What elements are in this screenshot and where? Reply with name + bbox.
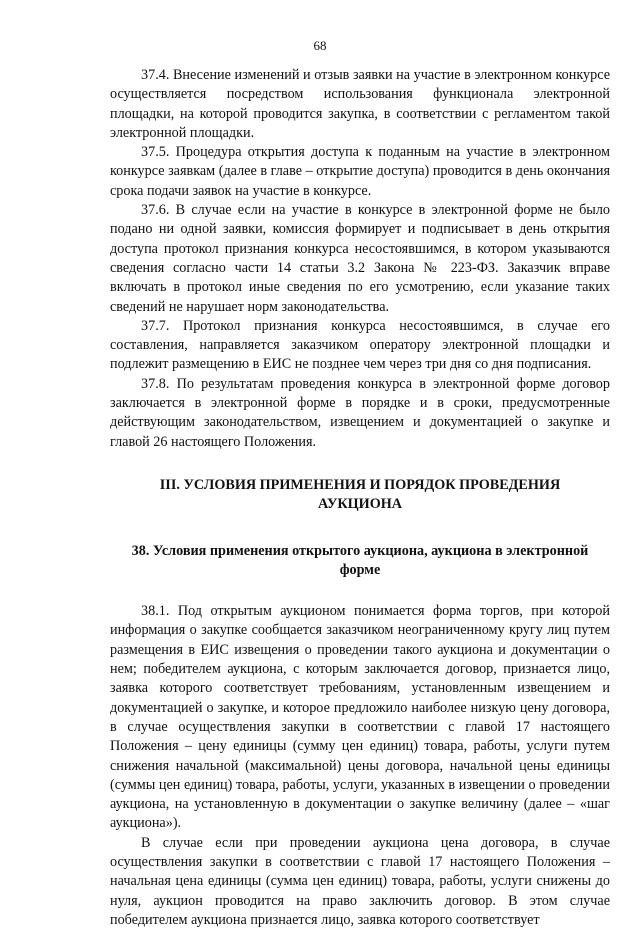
section-title <box>110 476 610 515</box>
subsection-title-line-1: 38. Условия применения открытого аукциона, аукциона в электронной <box>131 542 589 559</box>
spacer <box>110 580 610 602</box>
paragraph-37-6: 37.6. В случае если на участие в конкурсе в электронной форме не было подано ни одной заявки, комиссия формирует и подписывает в день открытия доступа протокол признания конкурса несостоявшимся, в котором указываются сведения согласно части 14 статьи 3.2 Закона № 223-ФЗ. Заказчик вправе включать в протокол иные сведения по его усмотрению, если указание таких сведений не нарушает норм законодательства. <box>110 202 610 315</box>
paragraph-38-1-continued: В случае если при проведении аукциона цена договора, в случае осуществления закупки в соответствии с главой 17 настоящего Положения – начальная цена единицы (сумма цен единиц) товара, работы, услуги снижены до нуля, аукцион проводится на право заключить договор. В этом случае победителем аукциона признается лицо, заявка которого соответствует <box>110 834 610 928</box>
subsection-title-line-2: форме <box>339 561 381 578</box>
paragraph-38-1: 38.1. Под открытым аукционом понимается форма торгов, при которой информация о закупке сообщается заказчиком неограниченному кругу лиц путем размещения в ЕИС извещения о проведении такого аукциона и документации о нем; победителем аукциона, с которым заключается договор, признается лицо, заявка которого соответствует требованиям, установленным извещением и документацией о закупке, и которое предложило наиболее низкую цену договора, в случае осуществления закупки в соответствии с главой 17 настоящего Положения – цену единицы (сумму цен единиц) товара, работы, услуги путем снижения начальной (максимальной) цены договора, начальной цены единицы (суммы цен единиц) товара, работы, услуги, указанных в извещении о проведении аукциона, на установленную в документации о закупке величину (далее – «шаг аукциона»). <box>110 603 610 832</box>
paragraph-37-8: 37.8. По результатам проведения конкурса в электронной форме договор заключается в электронной форме в порядке и в сроки, предусмотренные действующим законодательством, извещением и документацией о закупке и главой 26 настоящего Положения. <box>110 375 610 450</box>
section-title-line-2: АУКЦИОНА <box>317 496 403 513</box>
paragraph-37-5: 37.5. Процедура открытия доступа к поданным на участие в электронном конкурсе заявкам (далее в главе – открытие доступа) проводится в день окончания срока подачи заявок на участие в конкурсе. <box>110 144 610 199</box>
document-body <box>110 66 610 930</box>
paragraph-37-4: 37.4. Внесение изменений и отзыв заявки на участие в электронном конкурсе осуществляется посредством использования функционала электронной площадки, на которой проводится закупка, в соответствии с регламентом такой электронной площадки. <box>110 67 610 141</box>
page-number: 68 <box>313 38 327 53</box>
section-title-line-1: III. УСЛОВИЯ ПРИМЕНЕНИЯ И ПОРЯДОК ПРОВЕДЕНИЯ <box>159 476 561 493</box>
paragraph-37-7: 37.7. Протокол признания конкурса несостоявшимся, в случае его составления, направляется заказчиком оператору электронной площадки и подлежит размещению в ЕИС не позднее чем через три дня со дня подписания. <box>110 317 610 373</box>
subsection-title <box>110 542 610 581</box>
